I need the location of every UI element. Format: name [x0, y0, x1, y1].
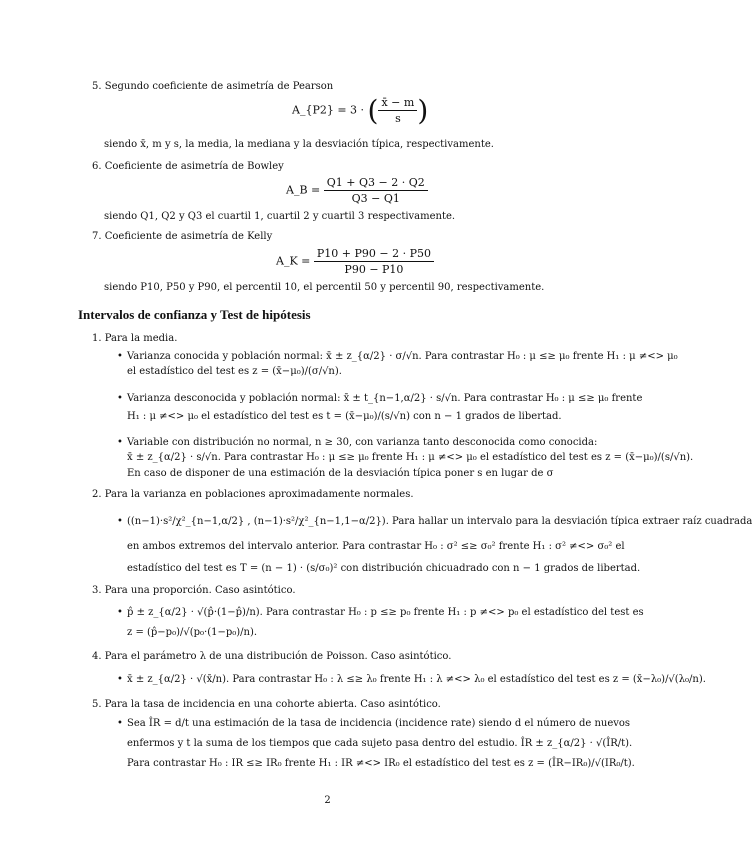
bullet-1-3-line-3: En caso de disponer de una estimación de la desviación típica poner s en lugar de σ	[127, 468, 554, 479]
kelly-den: P90 − P10	[344, 263, 404, 276]
bullet-marker: •	[117, 393, 123, 404]
pearson-lhs: A_{P2} = 3 ·	[292, 103, 365, 117]
item-6-note: siendo Q1, Q2 y Q3 el cuartil 1, cuartil 2 y cuartil 3 respectivamente.	[104, 211, 456, 222]
bullet-5-1-line-3: Para contrastar H₀ : IR ≤≥ IR₀ frente H₁ : IR ≠<> IR₀ el estadístico del test es z = (ÎR−IR₀)/√(IR₀/t).	[127, 758, 635, 769]
bullet-marker: •	[117, 516, 123, 527]
list-1-title: 1. Para la media.	[92, 333, 178, 344]
bullet-1-2-line-1: Varianza desconocida y población normal: x̄ ± t_{n−1,α/2} · s/√n. Para contrastar H₀ : μ ≤≥ μ₀ frente	[127, 393, 643, 404]
list-5-title: 5. Para la tasa de incidencia en una cohorte abierta. Caso asintótico.	[92, 699, 441, 710]
bullet-5-1-line-2: enfermos y t la suma de los tiempos que cada sujeto pasa dentro del estudio. ÎR ± z_{α/2} · √(ÎR/t).	[127, 738, 633, 749]
bullet-3-1-line-2: z = (p̂−p₀)/√(p₀·(1−p₀)/n).	[127, 627, 258, 638]
pearson-num: x̄ − m	[378, 96, 417, 111]
bullet-marker: •	[117, 718, 123, 729]
item-7-title: 7. Coeficiente de asimetría de Kelly	[92, 231, 273, 242]
item-5-title: 5. Segundo coeficiente de asimetría de Pearson	[92, 81, 334, 92]
list-2-title: 2. Para la varianza en poblaciones aproximadamente normales.	[92, 489, 414, 500]
item-6-title: 6. Coeficiente de asimetría de Bowley	[92, 161, 284, 172]
bullet-4-1-line-1: x̄ ± z_{α/2} · √(x̄/n). Para contrastar H₀ : λ ≤≥ λ₀ frente H₁ : λ ≠<> λ₀ el estadístico del test es z = (x̄−λ₀)/√(λ₀/n).	[127, 674, 706, 685]
list-4-title: 4. Para el parámetro λ de una distribución de Poisson. Caso asintótico.	[92, 651, 452, 662]
bowley-formula	[286, 176, 428, 205]
page-number: 2	[324, 795, 331, 806]
bullet-marker: •	[117, 437, 123, 448]
list-3-title: 3. Para una proporción. Caso asintótico.	[92, 585, 296, 596]
kelly-formula	[276, 247, 434, 276]
bullet-marker: •	[117, 607, 123, 618]
bullet-1-1-line-1: Varianza conocida y población normal: x̄ ± z_{α/2} · σ/√n. Para contrastar H₀ : μ ≤≥ μ₀ frente H₁ : μ ≠<> μ₀	[127, 351, 678, 362]
bullet-marker: •	[117, 351, 123, 362]
pearson-den: s	[395, 112, 401, 125]
bullet-1-3-line-2: x̄ ± z_{α/2} · s/√n. Para contrastar H₀ : μ ≤≥ μ₀ frente H₁ : μ ≠<> μ₀ el estadístico del test es z = (x̄−μ₀)/(s/√n).	[127, 452, 694, 463]
pearson-formula: A_{P2} = 3 · ( $\frac{x̄ - m}{s}$ )	[292, 94, 429, 127]
bullet-marker: •	[117, 674, 123, 685]
bullet-2-1-line-3: estadístico del test es T = (n − 1) · (s/σ₀)² con distribución chicuadrado con n − 1 grados de libertad.	[127, 563, 641, 574]
bullet-1-3-line-1: Variable con distribución no normal, n ≥ 30, con varianza tanto desconocida como conocida:	[127, 437, 598, 448]
item-7-note: siendo P10, P50 y P90, el percentil 10, el percentil 50 y percentil 90, respectivamente.	[104, 282, 545, 293]
bowley-lhs: A_B =	[286, 183, 321, 197]
bullet-2-1-line-2: en ambos extremos del intervalo anterior. Para contrastar H₀ : σ² ≤≥ σ₀² frente H₁ : σ² ≠<> σ₀² el	[127, 541, 625, 552]
bowley-num: Q1 + Q3 − 2 · Q2	[324, 176, 428, 191]
bullet-3-1-line-1: p̂ ± z_{α/2} · √(p̂·(1−p̂)/n). Para contrastar H₀ : p ≤≥ p₀ frente H₁ : p ≠<> p₀ el estadístico del test es	[127, 607, 644, 618]
kelly-num: P10 + P90 − 2 · P50	[314, 247, 434, 262]
kelly-lhs: A_K =	[276, 254, 311, 268]
item-5-note: siendo x̄, m y s, la media, la mediana y la desviación típica, respectivamente.	[104, 139, 494, 150]
bullet-1-2-line-2: H₁ : μ ≠<> μ₀ el estadístico del test es t = (x̄−μ₀)/(s/√n) con n − 1 grados de libertad.	[127, 411, 562, 422]
bullet-2-1-line-1: ((n−1)·s²/χ²_{n−1,α/2} , (n−1)·s²/χ²_{n−1,1−α/2}). Para hallar un intervalo para la desviación típica extraer raíz cuadrada	[127, 516, 752, 527]
bullet-5-1-line-1: Sea ÎR = d/t una estimación de la tasa de incidencia (incidence rate) siendo d el número de nuevos	[127, 718, 631, 729]
section-heading: Intervalos de confianza y Test de hipótesis	[78, 307, 311, 322]
bowley-den: Q3 − Q1	[351, 192, 400, 205]
bullet-1-1-line-2: el estadístico del test es z = (x̄−μ₀)/(σ/√n).	[127, 366, 342, 377]
